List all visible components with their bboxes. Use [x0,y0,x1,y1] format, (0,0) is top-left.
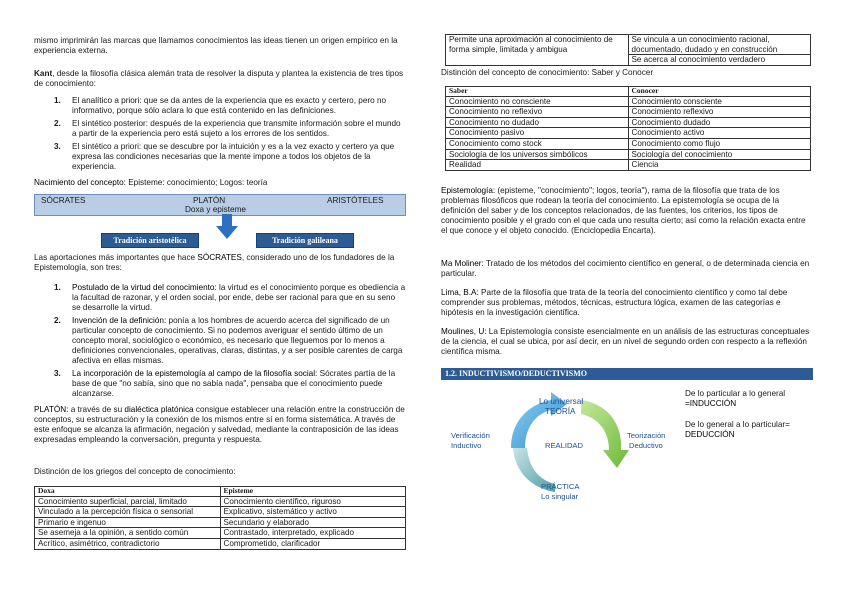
saber-title: Distinción del concepto de conocimiento: Saber y Conocer [441,68,654,77]
table-row: Permite una aproximación al conocimiento de forma simple, limitada y ambigua Se vincula a un conocimiento racional, documentado, dudado y en construcción [446,35,811,55]
platon-paragraph: PLATÓN: a través de su dialéctica platónica consigue establecer una relación entre la construcción de conceptos, su estructuración y la conexión de los mismos entre sí en forma sistemática. A través de este enfoque se alcanza la afirmación, negación y salvedad, mediante la contraposición de las ideas expresadas empleando la conversación, pregunta y respuesta. [34,405,405,444]
column-header: Doxa [35,487,221,497]
cycle-right2: Deductivo [629,441,663,450]
deduccion-label: DEDUCCIÓN [685,430,735,439]
def-lima: Lima, B.A: Parte de la filosofía que trata de la teoría del conocimiento científico y como tal debe comprender sus problemas, métodos, técnicas, estructura lógica, examen de las categorías e hipótesis en la investigación científica. [441,288,788,317]
platon-name: PLATÓN: [34,405,69,414]
column-header: Episteme [220,487,406,497]
cycle-bottom1: PRÁCTICA [541,482,580,491]
socrates-label: SÓCRATES [41,196,86,205]
table-row: Conocimiento pasivo Conocimiento activo [446,128,811,139]
induction-deduction-cycle [441,386,671,504]
aportaciones-paragraph: Las aportaciones más importantes que hace SÓCRATES, considerado uno de los fundadores de la Epistemología, son tres: [34,253,395,272]
kant-item-term: El sintético a priori [72,142,139,151]
table-row: Vinculado a la percepción física o sensorial Explicativo, sistemático y activo [35,507,406,518]
column-header: Conocer [628,87,811,97]
cycle-top2: TEORÍA [545,407,576,416]
cycle-top1: Lo universal [539,397,584,406]
cycle-center: REALIDAD [545,441,583,450]
kant-item-term: El analítico a priori [72,96,140,105]
socrates-item-term: Postulado de la virtud del conocimiento: [72,283,217,292]
kant-paragraph [34,69,406,89]
table-row: Primario e ingenuo Secundario y elaborado [35,517,406,528]
list-item: 1. El analítico a priori: que se da antes de la experiencia que es exacto y certero, pero no informativo, porque sólo aclara lo que está contenido en las definiciones. [54,96,387,115]
philosophers-banner [34,194,406,216]
deduccion-text: De lo general a lo particular= DEDUCCIÓN [685,420,790,439]
kant-text: , desde la filosofía clásica alemán trata de resolver la disputa y plantea la existencia de tres tipos de conocimiento: [34,69,404,88]
column-header: Saber [446,87,629,97]
def-epistemologia: Epistemología: (episteme, "conocimiento"; logos, teoría"), rama de la filosofía que trata de los problemas filosóficos que rodean la teoría del conocimiento. La epistemología se ocupa de la definición del saber y de los conceptos relacionados, de las fuentes, los criterios, los tipos de conocimiento posible y el grado con el que cada uno resulta cierto; así como la relación exacta entre el que conoce y el objeto conocido. (Enciclopedia Encarta). [441,186,806,235]
tradicion-galileana: Tradición galileana [256,233,354,248]
cycle-left1: Verificación [451,431,490,440]
table-row: Conocimiento superficial, parcial, limitado Conocimiento científico, riguroso [35,496,406,507]
saber-conocer-table [445,86,811,171]
down-arrow-icon [216,214,238,240]
nacimiento-label: Nacimiento del concepto: [34,178,126,187]
induccion-text: De lo particular a lo general =INDUCCIÓN [685,389,786,408]
table-row: Conocimiento como stock Conocimiento como flujo [446,139,811,150]
cycle-right1: Teorización [627,431,666,440]
platon-term: dialéctica platónica [124,405,194,414]
list-item: 3. La incorporación de la epistemología al campo de la filosofía social: Sócrates partía de la base de que "no sabía, sino que no sabía nada", pensaba que el conocimiento puede alcanzarse. [54,369,396,398]
table-row: Conocimiento no consciente Conocimiento consciente [446,96,811,107]
cycle-bottom2: Lo singular [541,492,579,501]
def-moliner: Ma Moliner: Tratado de los métodos del cocimiento científico en general, o de determinada ciencia en particular. [441,259,810,278]
kant-item-term: El sintético posterior [72,119,146,128]
def-moulines: Moulines, U: La Epistemología consiste esencialmente en un análisis de las estructuras conceptuales de la ciencia, el cual se ubica, por así decir, en un nivel de segundo orden con respecto a la reflexión científica misma. [441,327,810,356]
section-heading: 1.2. INDUCTIVISMO/DEDUCTIVISMO [441,368,813,380]
continuation-table [445,34,811,66]
socrates-item-term: La incorporación de la epistemología al campo de la filosofía social: [72,369,318,378]
table-header-row [35,487,406,497]
table-row: Se acerca al conocimiento verdadero [446,55,811,66]
nacimiento-line [34,178,406,188]
socrates-list [34,283,406,402]
list-item: 2. El sintético posterior: después de la experiencia que transmite información sobre el mundo a partir de la experiencia pero está sujeto a los errores de los sentidos. [54,119,401,138]
kant-list [34,96,406,175]
table-row: Sociología de los universos simbólicos Sociología del conocimiento [446,149,811,160]
doxa-episteme-label: Doxa y episteme [185,205,246,214]
list-item: 2. Invención de la definición: ponía a los hombres de acuerdo acerca del significado de un particular concepto de conocimiento. Si no podemos averiguar el sentido último de un concepto moral, sociológico o económico, es necesario que lleguemos por lo menos a definiciones convencionales, operativas, claras, distintas, y a ser posible carentes de carga afectiva en ellas mismas. [54,316,403,365]
cycle-left2: Inductivo [451,441,482,450]
intro-paragraph: mismo imprimirán las marcas que llamamos conocimientos las ideas tienen un origen empírico en la experiencia externa. [34,36,398,55]
socrates-name: SÓCRATES [197,253,242,262]
table-row: Se asemeja a la opinión, a sentido común Contrastado, interpretado, explicado [35,528,406,539]
kant-name: Kant [34,69,53,78]
nacimiento-text: Episteme: conocimiento; Logos: teoría [128,178,268,187]
aristoteles-label: ARISTÓTELES [327,196,384,205]
table-row: Realidad Ciencia [446,160,811,171]
socrates-item-term: Invención de la definición: [72,316,167,325]
table-row: Conocimiento no dudado Conocimiento dudado [446,117,811,128]
platon-label: PLATÓN [193,196,226,205]
table-row: Acrítico, asimétrico, contradictorio Comprometido, clarificador [35,539,406,550]
list-item: 3. El sintético a priori: que se descubre por la intuición y es a la vez exacto y certero ya que expresa las condiciones necesarias que la mente impone a todos los objetos de la experiencia. [54,142,395,171]
tradicion-aristotelica: Tradición aristotélica [101,233,199,248]
griegos-table [34,486,406,550]
induccion-label: =INDUCCIÓN [685,399,737,408]
table-header-row [446,87,811,97]
griegos-title: Distinción de los griegos del concepto de conocimiento: [34,467,236,476]
table-row: Conocimiento no reflexivo Conocimiento reflexivo [446,107,811,118]
list-item: 1. Postulado de la virtud del conocimiento: la virtud es el conocimiento porque es obediencia a la facultad de razonar, y el orden social, por ende, debe ser racional para que en su seno se desarrolle la virtud. [54,283,406,312]
